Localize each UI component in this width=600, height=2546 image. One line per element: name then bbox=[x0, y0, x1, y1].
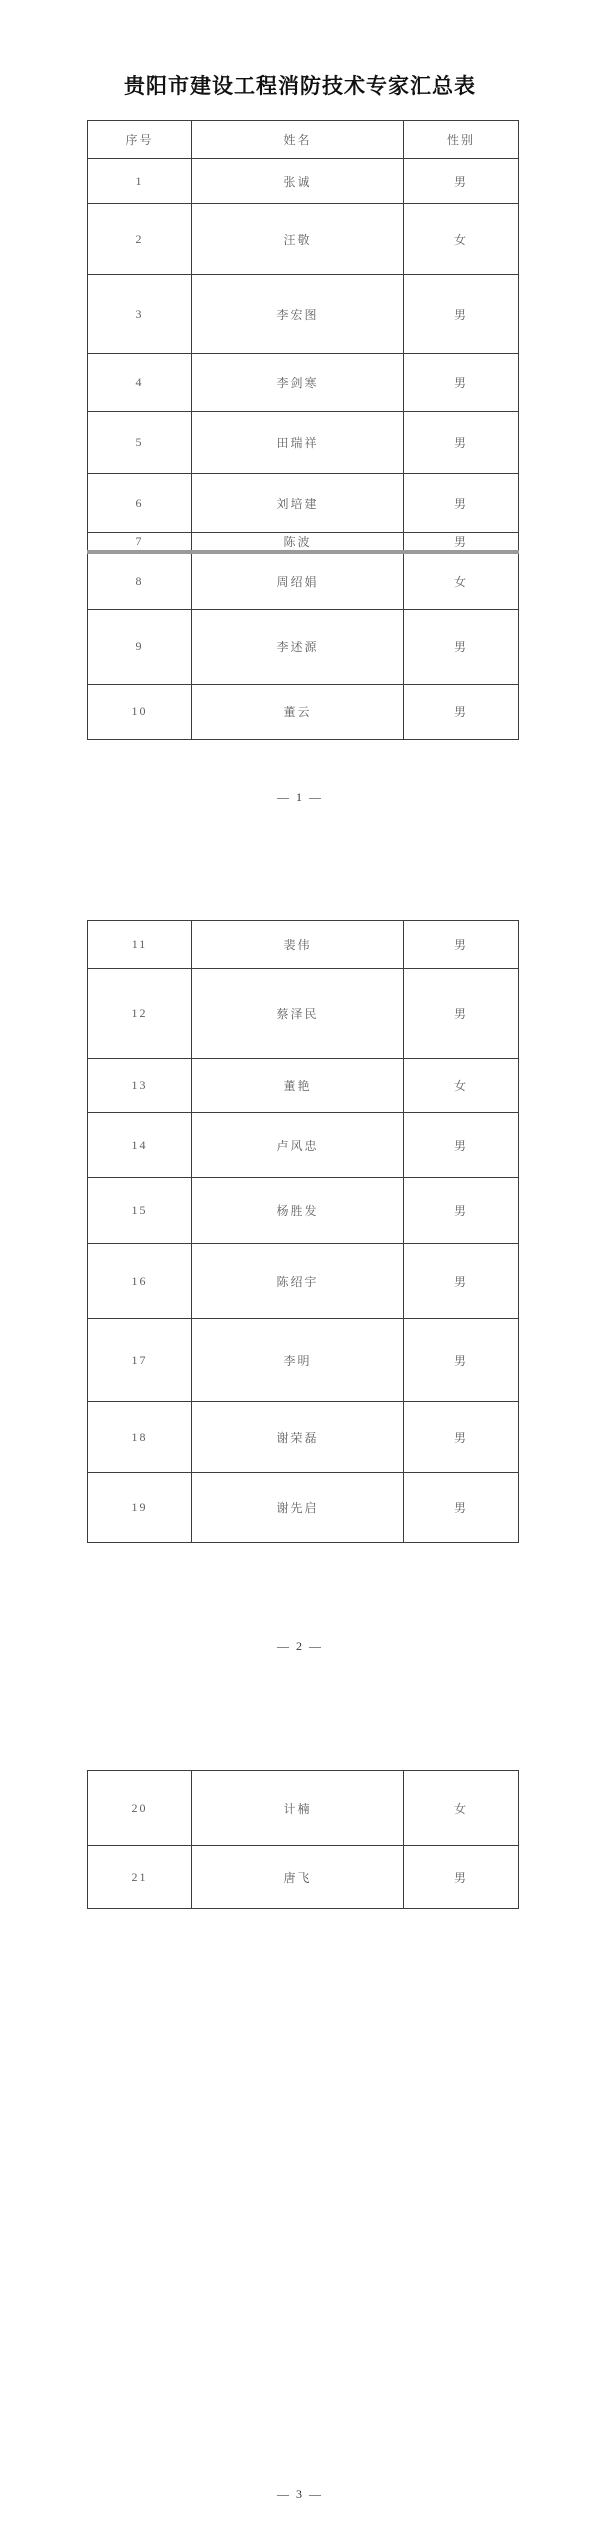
cell-gender: 男 bbox=[404, 159, 519, 204]
cell-gender: 男 bbox=[404, 533, 519, 553]
page-number-3: — 3 — bbox=[277, 2487, 323, 2501]
table-section-page-3 bbox=[87, 1770, 518, 1909]
table-row bbox=[88, 1244, 519, 1319]
cell-name: 陈波 bbox=[192, 533, 404, 553]
table-row bbox=[88, 1771, 519, 1846]
table-row bbox=[88, 1113, 519, 1178]
table-row bbox=[88, 1059, 519, 1113]
cell-gender: 男 bbox=[404, 1178, 519, 1244]
cell-name: 董云 bbox=[192, 684, 404, 739]
table-row bbox=[88, 275, 519, 354]
table-row bbox=[88, 1319, 519, 1402]
table-row bbox=[88, 684, 519, 739]
cell-name: 刘培建 bbox=[192, 474, 404, 533]
page-number-1: — 1 — bbox=[277, 790, 323, 804]
cell-gender: 男 bbox=[404, 1402, 519, 1473]
cell-name: 陈绍宇 bbox=[192, 1244, 404, 1319]
table-row bbox=[88, 969, 519, 1059]
table-row bbox=[88, 354, 519, 412]
cell-index: 5 bbox=[88, 412, 192, 474]
cell-index: 13 bbox=[88, 1059, 192, 1113]
cell-name: 卢风忠 bbox=[192, 1113, 404, 1178]
cell-index: 14 bbox=[88, 1113, 192, 1178]
document-title: 贵阳市建设工程消防技术专家汇总表 bbox=[124, 74, 476, 98]
table-row bbox=[88, 1473, 519, 1543]
cell-name: 蔡泽民 bbox=[192, 969, 404, 1059]
cell-gender: 男 bbox=[404, 1244, 519, 1319]
cell-index: 16 bbox=[88, 1244, 192, 1319]
cell-name: 李明 bbox=[192, 1319, 404, 1402]
experts-table-page-3 bbox=[87, 1770, 519, 1909]
table-row bbox=[88, 412, 519, 474]
table-section-page-1 bbox=[87, 120, 518, 740]
page-footer-3 bbox=[0, 2487, 600, 2502]
cell-name: 谢荣磊 bbox=[192, 1402, 404, 1473]
cell-gender: 女 bbox=[404, 204, 519, 275]
cell-index: 10 bbox=[88, 684, 192, 739]
cell-name: 李述源 bbox=[192, 609, 404, 684]
cell-gender: 男 bbox=[404, 412, 519, 474]
page-footer-2 bbox=[0, 1639, 600, 1654]
cell-gender: 男 bbox=[404, 1113, 519, 1178]
table-row bbox=[88, 533, 519, 553]
cell-gender: 男 bbox=[404, 609, 519, 684]
cell-index: 12 bbox=[88, 969, 192, 1059]
table-row bbox=[88, 1178, 519, 1244]
cell-gender: 男 bbox=[404, 684, 519, 739]
cell-index: 6 bbox=[88, 474, 192, 533]
cell-gender: 女 bbox=[404, 1059, 519, 1113]
cell-index: 21 bbox=[88, 1846, 192, 1909]
cell-gender: 男 bbox=[404, 354, 519, 412]
cell-index: 20 bbox=[88, 1771, 192, 1846]
cell-gender: 男 bbox=[404, 474, 519, 533]
table-row bbox=[88, 1846, 519, 1909]
cell-gender: 女 bbox=[404, 1771, 519, 1846]
cell-name: 唐飞 bbox=[192, 1846, 404, 1909]
cell-name: 张诚 bbox=[192, 159, 404, 204]
cell-gender: 男 bbox=[404, 969, 519, 1059]
cell-gender: 女 bbox=[404, 552, 519, 609]
cell-index: 17 bbox=[88, 1319, 192, 1402]
cell-name: 谢先启 bbox=[192, 1473, 404, 1543]
experts-table-page-2 bbox=[87, 920, 519, 1543]
table-row bbox=[88, 552, 519, 609]
cell-index: 8 bbox=[88, 552, 192, 609]
table-row bbox=[88, 921, 519, 969]
page-number-2: — 2 — bbox=[277, 1639, 323, 1653]
table-row bbox=[88, 159, 519, 204]
table-row bbox=[88, 1402, 519, 1473]
table-section-page-2 bbox=[87, 920, 518, 1543]
table-row bbox=[88, 204, 519, 275]
table-row bbox=[88, 609, 519, 684]
page-footer-1 bbox=[0, 790, 600, 805]
cell-index: 19 bbox=[88, 1473, 192, 1543]
cell-name: 汪敬 bbox=[192, 204, 404, 275]
cell-index: 9 bbox=[88, 609, 192, 684]
cell-gender: 男 bbox=[404, 275, 519, 354]
cell-index: 11 bbox=[88, 921, 192, 969]
cell-index: 15 bbox=[88, 1178, 192, 1244]
cell-gender: 男 bbox=[404, 1319, 519, 1402]
cell-name: 周绍娟 bbox=[192, 552, 404, 609]
cell-index: 4 bbox=[88, 354, 192, 412]
cell-index: 18 bbox=[88, 1402, 192, 1473]
cell-gender: 男 bbox=[404, 921, 519, 969]
column-header-gender: 性别 bbox=[404, 121, 519, 159]
cell-name: 计楠 bbox=[192, 1771, 404, 1846]
cell-index: 1 bbox=[88, 159, 192, 204]
cell-index: 2 bbox=[88, 204, 192, 275]
table-header-row bbox=[88, 121, 519, 159]
cell-name: 李剑寒 bbox=[192, 354, 404, 412]
experts-table-page-1 bbox=[87, 120, 519, 740]
cell-name: 董艳 bbox=[192, 1059, 404, 1113]
table-row bbox=[88, 474, 519, 533]
cell-gender: 男 bbox=[404, 1846, 519, 1909]
cell-index: 3 bbox=[88, 275, 192, 354]
cell-name: 裴伟 bbox=[192, 921, 404, 969]
cell-gender: 男 bbox=[404, 1473, 519, 1543]
cell-name: 李宏图 bbox=[192, 275, 404, 354]
cell-name: 杨胜发 bbox=[192, 1178, 404, 1244]
column-header-name: 姓名 bbox=[192, 121, 404, 159]
cell-index: 7 bbox=[88, 533, 192, 553]
column-header-index: 序号 bbox=[88, 121, 192, 159]
cell-name: 田瑞祥 bbox=[192, 412, 404, 474]
